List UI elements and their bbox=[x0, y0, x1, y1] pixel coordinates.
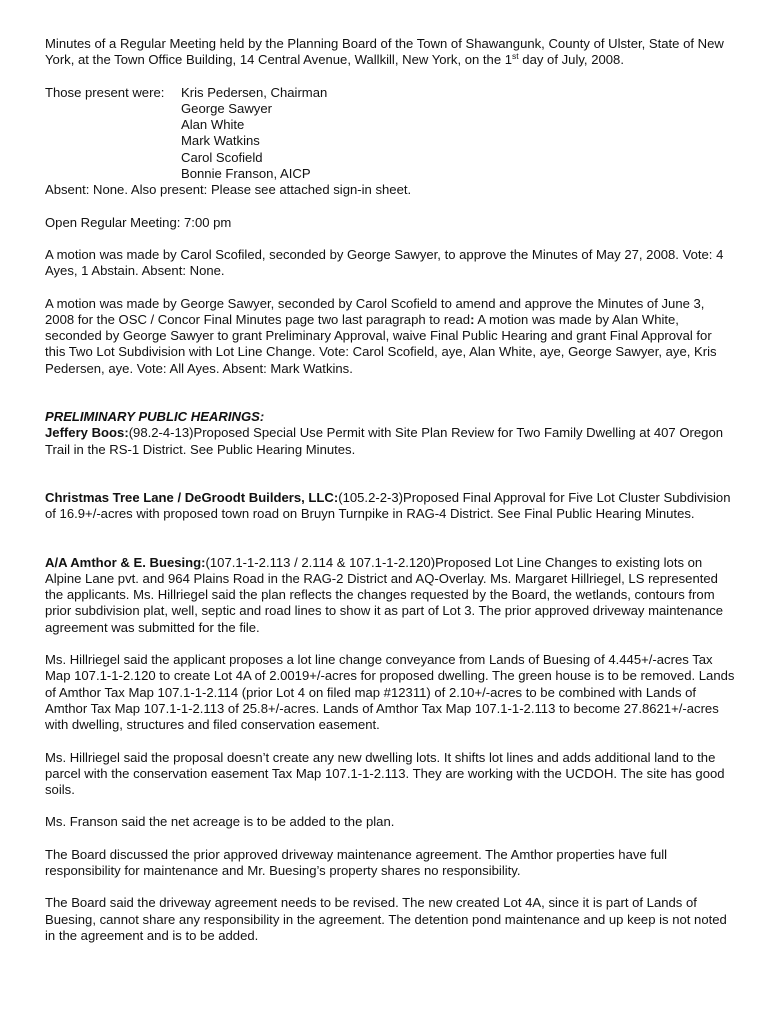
body-paragraph: Ms. Franson said the net acreage is to be added to the plan. bbox=[45, 814, 395, 830]
hearing-text: (107.1-1-2.113 / 2.114 & 107.1-1-2.120)Proposed Lot Line Changes to existing lots on Alpine Lane pvt. and 964 Plains Road in the RAG-2 District and AQ-Overlay. Ms. Margaret Hillriegel, LS represented the applicants. Ms. Hillriegel said the plan reflects the changes requested by the Board, the wetlands, contours from prior subdivision plat, well, septic and road lines to show it as part of Lot 3. The prior approved driveway maintenance agreement was submitted for the file. bbox=[45, 554, 724, 635]
motion-colon: : bbox=[470, 311, 475, 327]
present-member: Mark Watkins bbox=[181, 133, 260, 149]
hearing-item bbox=[45, 490, 735, 523]
present-member: George Sawyer bbox=[181, 100, 272, 116]
present-list bbox=[181, 85, 327, 183]
motion-text-end: A motion was made by Alan White, seconded by George Sawyer to grant Preliminary Approval, waive Final Public Hearing and grant Final Approval for this Two Lot Subdivision with Lot Line Change. Vote: Carol Scofield, aye, Alan White, aye, George Sawyer, aye, Kris Pedersen, aye. Vote: All Ayes. Absent: Mark Watkins. bbox=[45, 311, 717, 376]
present-label: Those present were: bbox=[45, 84, 165, 100]
present-member: Bonnie Franson, AICP bbox=[181, 166, 311, 182]
body-paragraph: The Board said the driveway agreement needs to be revised. The new created Lot 4A, since it is part of Lands of Buesing, cannot share any responsibility in the agreement. The detention pond maintenance and up keep is not noted in the agreement and is to be added. bbox=[45, 895, 727, 943]
hearing-item bbox=[45, 555, 735, 636]
applicant-name: A/A Amthor & E. Buesing: bbox=[45, 554, 206, 570]
intro-text: Minutes of a Regular Meeting held by the Planning Board of the Town of Shawangunk, County of Ulster, State of New York, at the Town Office Building, 14 Central Avenue, Wallkill, New York, on the 1 bbox=[45, 36, 724, 68]
applicant-name: Jeffery Boos: bbox=[45, 425, 129, 441]
hearing-text: (98.2-4-13)Proposed Special Use Permit with Site Plan Review for Two Family Dwelling at 407 Oregon Trail in the RS-1 District. See Public Hearing Minutes. bbox=[45, 425, 724, 457]
present-member: Alan White bbox=[181, 117, 245, 133]
hearing-text: (105.2-2-3)Proposed Final Approval for Five Lot Cluster Subdivision of 16.9+/-acres with proposed town road on Bruyn Turnpike in RAG-4 District. See Final Public Hearing Minutes. bbox=[45, 489, 731, 522]
open-meeting-line: Open Regular Meeting: 7:00 pm bbox=[45, 214, 232, 230]
motion-paragraph bbox=[45, 296, 735, 377]
ordinal-suffix: st bbox=[512, 51, 519, 62]
present-member: Kris Pedersen, Chairman bbox=[181, 84, 328, 100]
hearing-item bbox=[45, 425, 735, 458]
intro-paragraph bbox=[45, 36, 735, 69]
absent-line: Absent: None. Also present: Please see attached sign-in sheet. bbox=[45, 182, 412, 198]
section-heading: PRELIMINARY PUBLIC HEARINGS: bbox=[45, 409, 265, 425]
motion-paragraph: A motion was made by Carol Scofiled, seconded by George Sawyer, to approve the Minutes of May 27, 2008. Vote: 4 Ayes, 1 Abstain. Absent: None. bbox=[45, 246, 724, 279]
intro-text-end: day of July, 2008. bbox=[518, 52, 624, 68]
minutes-document bbox=[45, 36, 735, 944]
motion-text: A motion was made by George Sawyer, seconded by Carol Scofield to amend and approve the Minutes of June 3, 2008 for the OSC / Concor Final Minutes page two last paragraph to read bbox=[45, 295, 705, 327]
applicant-name: Christmas Tree Lane / DeGroodt Builders, LLC: bbox=[45, 489, 339, 505]
body-paragraph: Ms. Hillriegel said the applicant proposes a lot line change conveyance from Lands of Buesing of 4.445+/-acres Tax Map 107.1-1-2.120 to create Lot 4A of 2.0019+/-acres for proposed dwelling. The green house is to be removed. Lands of Amthor Tax Map 107.1-1-2.114 (prior Lot 4 on filed map #12311) of 2.10+/-acres to be combined with Lands of Amthor Tax Map 107.1-1-2.113 of 25.8+/-acres. Lands of Amthor Tax Map 107.1-1-2.113 to become 27.8621+/-acres with dwelling, structures and filed conservation easement. bbox=[45, 652, 735, 733]
present-member: Carol Scofield bbox=[181, 149, 263, 165]
body-paragraph: Ms. Hillriegel said the proposal doesn’t create any new dwelling lots. It shifts lot lines and adds additional land to the parcel with the conservation easement Tax Map 107.1-1-2.113. They are working with the UCDOH. The site has good soils. bbox=[45, 749, 725, 798]
body-paragraph: The Board discussed the prior approved driveway maintenance agreement. The Amthor properties have full responsibility for maintenance and Mr. Buesing’s property shares no responsibility. bbox=[45, 846, 668, 878]
attendance-block bbox=[45, 85, 735, 183]
